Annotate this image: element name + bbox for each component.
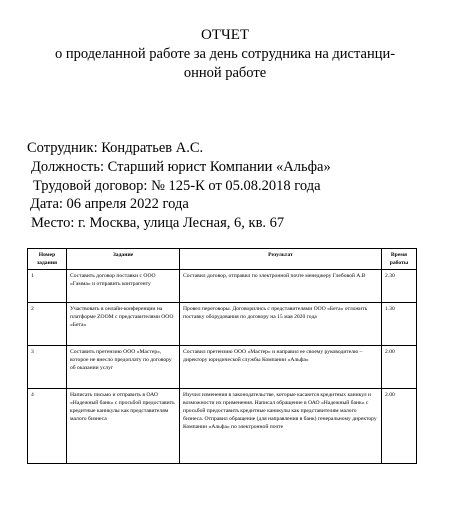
subtitle-line-2: онной работе <box>183 65 267 81</box>
header-task: Задание <box>67 249 180 270</box>
employment-contract: Трудовой договор: № 125-К от 05.08.2018 года <box>33 177 321 194</box>
cell-task-number: 4 <box>28 389 67 464</box>
cell-result: Составил договор, отправил по электронной почте менеджеру Глебовой А.В <box>180 270 382 303</box>
cell-task: Написать письмо и отправить в ОАО «Надежный банк» с просьбой предоставить кредитные каникулы как представителям малого бизнеса <box>67 389 180 464</box>
employee-name: Сотрудник: Кондратьев А.С. <box>27 140 204 156</box>
cell-result: Провел переговоры. Договорились с представителями ООО «Бета» отложить поставку оборудования по договору на 15 мая 2020 года <box>180 303 382 346</box>
cell-work-time: 2.00 <box>382 346 417 389</box>
table-row <box>28 346 417 389</box>
cell-work-time: 2.30 <box>382 270 417 303</box>
table-header-row <box>28 249 417 270</box>
report-date: Дата: 06 апреля 2022 года <box>30 196 189 213</box>
subtitle-line-1: о проделанной работе за день сотрудника на дистанци- <box>54 46 396 62</box>
cell-task-number: 3 <box>28 346 67 389</box>
header-task-number: Номер задания <box>28 249 67 270</box>
table-row <box>28 389 417 464</box>
header-result: Результат <box>180 249 382 270</box>
work-place: Место: г. Москва, улица Лесная, 6, кв. 67 <box>31 215 285 232</box>
report-table <box>27 248 417 464</box>
cell-task-number: 2 <box>28 303 67 346</box>
document-title: ОТЧЕТ <box>200 27 250 43</box>
cell-work-time: 1.30 <box>382 303 417 346</box>
cell-work-time: 2.00 <box>382 389 417 464</box>
employee-info <box>27 139 447 233</box>
cell-result: Изучил изменения в законодательстве, которые касаются кредитных каникул и возможности их применения. Написал обращение в ОАО «Надежный банк» с просьбой предоставить кредитные каникулы как представителям малого бизнеса. Отправил обращение (для направления в банк) генеральному директору Компании «Альфа» по электронной почте <box>180 389 382 464</box>
document-subtitle <box>10 45 440 83</box>
cell-result: Составил претензию ООО «Мастер» и направил ее своему руководителю – директору юридической службы Компании «Альфа» <box>180 346 382 389</box>
cell-task: Участвовать в онлайн-конференции на платформе ZOOM с представителями ООО «Бета» <box>67 303 180 346</box>
cell-task: Составить претензию ООО «Мастер», которое не внесло предоплату по договору об оказании услуг <box>67 346 180 389</box>
employee-position: Должность: Старший юрист Компании «Альфа» <box>31 158 331 175</box>
cell-task-number: 1 <box>28 270 67 303</box>
table-row <box>28 270 417 303</box>
table-row <box>28 303 417 346</box>
cell-task: Составить договор поставки с ООО «Гамма» и отправить контрагенту <box>67 270 180 303</box>
header-work-time: Время работы <box>382 249 417 270</box>
